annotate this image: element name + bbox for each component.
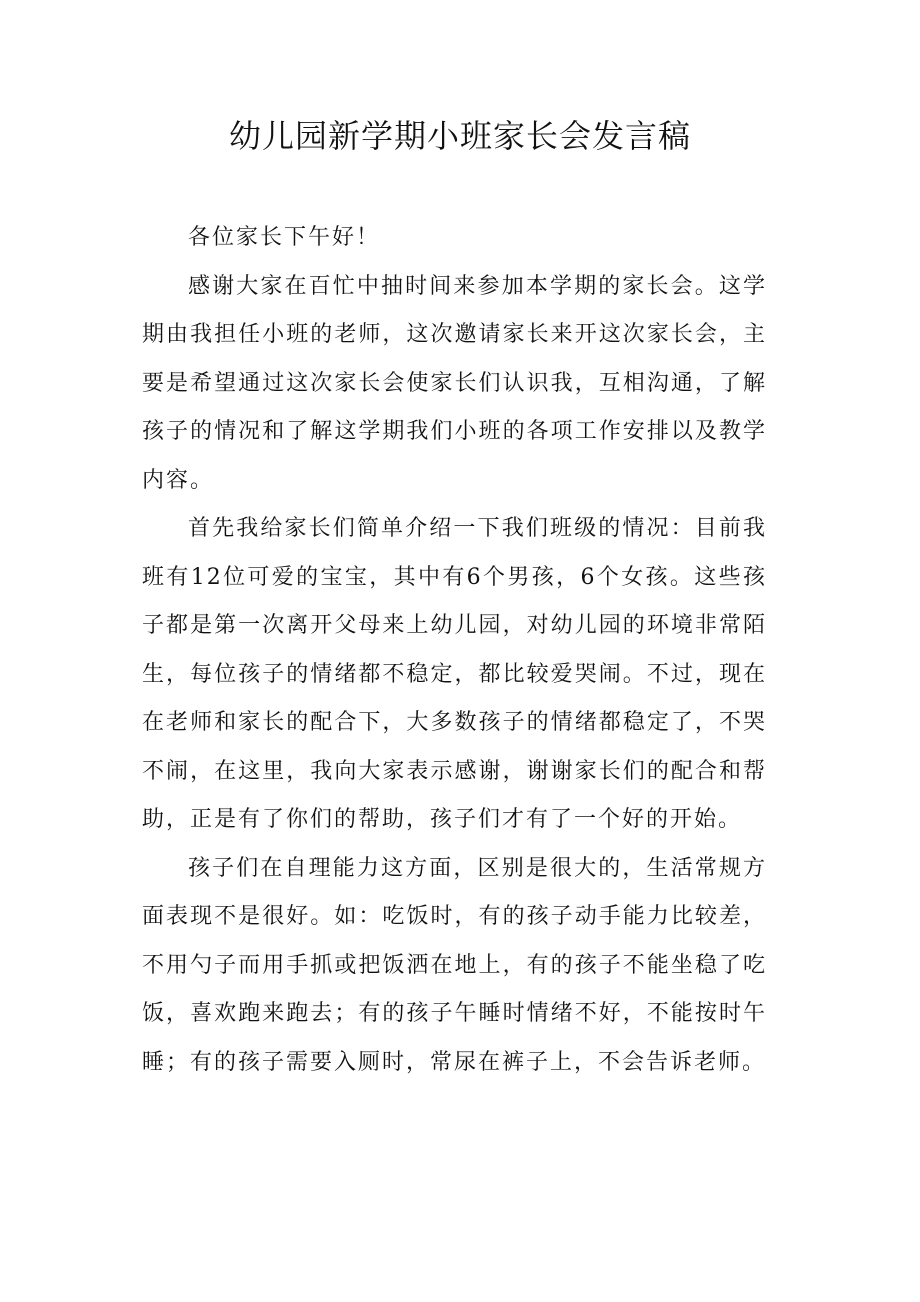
paragraph-self-care: 孩子们在自理能力这方面，区别是很大的，生活常规方面表现不是很好。如：吃饭时，有的孩子动手能力比较差，不用勺子而用手抓或把饭洒在地上，有的孩子不能坐稳了吃饭，喜欢跑来跑去；有的孩子午睡时情绪不好，不能按时午睡；有的孩子需要入厕时，常尿在裤子上，不会告诉老师。 (142, 855, 767, 1075)
paragraph-class-intro: 首先我给家长们简单介绍一下我们班级的情况：目前我班有12位可爱的宝宝，其中有6个男孩，6个女孩。这些孩子都是第一次离开父母来上幼儿园，对幼儿园的环境非常陌生，每位孩子的情绪都不稳定，都比较爱哭闹。不过，现在在老师和家长的配合下，大多数孩子的情绪都稳定了，不哭不闹，在这里，我向大家表示感谢，谢谢家长们的配合和帮助，正是有了你们的帮助，孩子们才有了一个好的开始。 (142, 516, 767, 832)
document-title: 幼儿园新学期小班家长会发言稿 (228, 117, 691, 155)
paragraph-greeting: 各位家长下午好！ (188, 225, 381, 250)
paragraph-thanks: 感谢大家在百忙中抽时间来参加本学期的家长会。这学期由我担任小班的老师，这次邀请家长来开这次家长会，主要是希望通过这次家长会使家长们认识我，互相沟通，了解孩子的情况和了解这学期我们小班的各项工作安排以及教学内容。 (142, 273, 767, 493)
document-body (142, 214, 767, 1087)
